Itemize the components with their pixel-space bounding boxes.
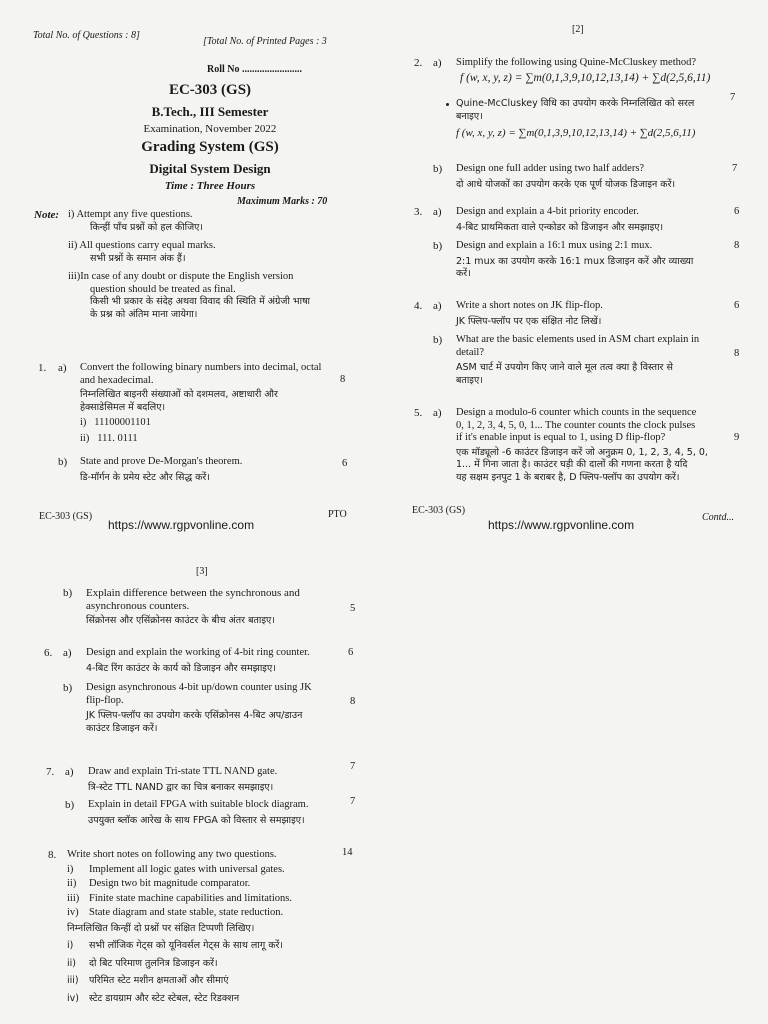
- note-list: [68, 209, 310, 321]
- q3b-text: Design and explain a 16:1 mux using 2:1 mux. 2:1 mux का उपयोग करके 16:1 mux डिजाइन करें और व्याख्या करें।: [456, 240, 694, 279]
- time-duration: Time : Three Hours: [164, 180, 256, 192]
- q2a-marks: 7: [730, 92, 736, 103]
- q2a-formula-hi: f (w, x, y, z) = ∑m(0,1,3,9,10,12,13,14) + ∑d(2,5,6,11): [456, 127, 696, 139]
- footer-contd: Contd...: [702, 512, 734, 523]
- page-2: [384, 0, 768, 540]
- q4-number: 4.: [414, 300, 423, 312]
- note-3-hi1: किसी भी प्रकार के संदेह अथवा विवाद की स्थिति में अंग्रेजी भाषा: [90, 296, 311, 307]
- q4b-label: b): [433, 334, 443, 346]
- q5a-text: Design a modulo-6 counter which counts in the sequence 0, 1, 2, 3, 4, 5, 0, 1... The counter counts the clock pulses if it's enable input is equal to 1, using D flip-flop? एक मॉड्यूलो -6 काउंटर डिजाइन करें जो अनुक्रम 0, 1, 2, 3, 4, 5, 0, 1... में गिना जाता है। काउंटर घड़ी की दालों की गणना करता है यदि यह सक्षम इनपुट 1 के बराबर है, D फ्लिप-फ्लॉप का उपयोग करें।: [456, 407, 708, 483]
- q4a-marks: 6: [734, 300, 740, 311]
- source-url[interactable]: https://www.rgpvonline.com: [488, 518, 635, 532]
- footer-code: EC-303 (GS): [39, 511, 93, 522]
- q1-number: 1.: [38, 362, 47, 374]
- note-3-hi2: के प्रश्न को अंतिम माना जायेगा।: [90, 308, 198, 320]
- q5b-marks: 5: [350, 603, 356, 614]
- q7-number: 7.: [46, 766, 55, 778]
- q3a-label: a): [433, 206, 442, 218]
- q2b-marks: 7: [732, 163, 738, 174]
- note-1-en: i) Attempt any five questions.: [68, 209, 193, 220]
- footer-pto: PTO: [328, 509, 347, 520]
- q5a-marks: 9: [734, 432, 740, 443]
- q1b-text: State and prove De-Morgan's theorem. डि-मॉर्गन के प्रमेय स्टेट और सिद्ध करें।: [80, 456, 243, 483]
- q6a-marks: 6: [348, 647, 354, 658]
- page-number: [2]: [572, 24, 584, 35]
- note-3-en2: question should be treated as final.: [90, 283, 236, 295]
- total-questions: Total No. of Questions : 8]: [33, 30, 140, 41]
- q5b-label: b): [63, 587, 73, 599]
- q4a-label: a): [433, 300, 442, 312]
- q5a-label: a): [433, 407, 442, 419]
- page-3: [0, 555, 768, 1024]
- total-pages: [Total No. of Printed Pages : 3: [203, 36, 327, 47]
- page-number: [3]: [196, 566, 208, 577]
- roll-no: Roll No ........................: [207, 64, 302, 75]
- q7a-marks: 7: [350, 761, 356, 772]
- q5-number: 5.: [414, 407, 423, 419]
- q2-number: 2.: [414, 57, 423, 69]
- q7b-label: b): [65, 799, 75, 811]
- q3a-marks: 6: [734, 206, 740, 217]
- source-url[interactable]: https://www.rgpvonline.com: [108, 518, 255, 532]
- exam-session: Examination, November 2022: [143, 123, 277, 135]
- q4a-text: Write a short notes on JK flip-flop. JK फ्लिप-फ्लॉप पर एक संक्षित नोट लिखें।: [456, 300, 603, 327]
- q6a-label: a): [63, 647, 72, 659]
- q1b-marks: 6: [342, 458, 348, 469]
- q7a-label: a): [65, 766, 74, 778]
- q8-marks: 14: [342, 847, 353, 858]
- paper-code: EC-303 (GS): [168, 82, 252, 98]
- q2b-text: Design one full adder using two half adders? दो आधे योजकों का उपयोग करके एक पूर्ण योजक डिजाइन करें।: [456, 163, 676, 190]
- q3-number: 3.: [414, 206, 423, 218]
- note-3-en1: iii)In case of any doubt or dispute the English version: [68, 271, 294, 282]
- q2b-label: b): [433, 163, 443, 175]
- q2a-label: a): [433, 57, 442, 69]
- q7b-marks: 7: [350, 796, 356, 807]
- page-1: [0, 0, 384, 540]
- q1a-label: a): [58, 362, 67, 374]
- q1b-label: b): [58, 456, 68, 468]
- q7a-text: Draw and explain Tri-state TTL NAND gate. त्रि-स्टेट TTL NAND द्वार का चित्र बनाकर समझाइए।: [88, 766, 278, 793]
- q1a-text: Convert the following binary numbers into decimal, octal and hexadecimal. निम्नलिखित बाइनरी संख्याओं को दशमलव, अष्टाधारी और हेक्साडेसिमल में बदलिए। i) 11100001101 ii) 111. 0111: [80, 362, 322, 444]
- q4b-marks: 8: [734, 348, 740, 359]
- q8-number: 8.: [48, 849, 57, 861]
- note-label: Note:: [34, 209, 60, 221]
- q5b-text: Explain difference between the synchronous and asynchronous counters. सिंक्रोनस और एसिंक्रोनस काउंटर के बीच अंतर बताइए।: [86, 587, 300, 626]
- q6b-marks: 8: [350, 696, 356, 707]
- note-2-en: ii) All questions carry equal marks.: [68, 240, 216, 251]
- grading-system: Grading System (GS): [141, 139, 279, 155]
- max-marks: Maximum Marks : 70: [237, 196, 328, 207]
- q6-number: 6.: [44, 647, 53, 659]
- q3b-marks: 8: [734, 240, 740, 251]
- q1a-marks: 8: [340, 374, 346, 385]
- bullet-mark: [446, 103, 449, 106]
- q2a-text: Simplify the following using Quine-McCluskey method? f (w, x, y, z) = ∑m(0,1,3,9,10,12,13,14) + ∑d(2,5,6,11) Quine-McCluskey विधि का उपयोग करके निम्नलिखित को सरल बनाइए। f (w, x, y, z) = ∑m(0,1,3,9,10,12,13,14) + ∑d(2,5,6,11): [456, 57, 711, 139]
- course: B.Tech., III Semester: [151, 104, 269, 119]
- q4b-text: What are the basic elements used in ASM chart explain in detail? ASM चार्ट में उपयोग किए जाने वाले मूल तत्व क्या है विस्तार से बताइए।: [456, 334, 700, 386]
- q3a-text: Design and explain a 4-bit priority encoder. 4-बिट प्राथमिकता वाले एन्कोडर को डिजाइन और समझाइए।: [456, 206, 664, 233]
- q6a-text: Design and explain the working of 4-bit ring counter. 4-बिट रिंग काउंटर के कार्य को डिजाइन और समझाइए।: [86, 647, 310, 674]
- q8-text: Write short notes on following any two questions. i) Implement all logic gates with universal gates. ii) Design two bit magnitude comparator. iii) Finite state machine capabilities and limitations. iv) State diagram and state stable, state reduction. निम्नलिखित किन्हीं दो प्रश्नों पर संक्षित टिप्पणी लिखिए। i) सभी लॉजिक गेट्स को यूनिवर्सल गेट्स के साथ लागू करें। ii) दो बिट परिमाण तुलनित्र डिजाइन करें। iii) परिमित स्टेट मशीन क्षमताओं और सीमाएं iv) स्टेट डायग्राम और स्टेट स्टेबल, स्टेट रिडक्शन: [67, 849, 292, 1004]
- note-2-hi: सभी प्रश्नों के समान अंक हैं।: [90, 252, 186, 264]
- q6b-text: Design asynchronous 4-bit up/down counter using JK flip-flop. JK फ्लिप-फ्लॉप का उपयोग करके एसिंक्रोनस 4-बिट अप/डाउन काउंटर डिजाइन करें।: [86, 682, 312, 734]
- q3b-label: b): [433, 240, 443, 252]
- subject-title: Digital System Design: [149, 161, 271, 176]
- q7b-text: Explain in detail FPGA with suitable block diagram. उपयुक्त ब्लॉक आरेख के साथ FPGA को विस्तार से समझाइए।: [88, 799, 309, 826]
- q6b-label: b): [63, 682, 73, 694]
- footer-code: EC-303 (GS): [412, 505, 466, 516]
- q2a-formula: f (w, x, y, z) = ∑m(0,1,3,9,10,12,13,14) + ∑d(2,5,6,11): [460, 71, 711, 84]
- note-1-hi: किन्हीं पाँच प्रश्नों को हल कीजिए।: [90, 221, 204, 233]
